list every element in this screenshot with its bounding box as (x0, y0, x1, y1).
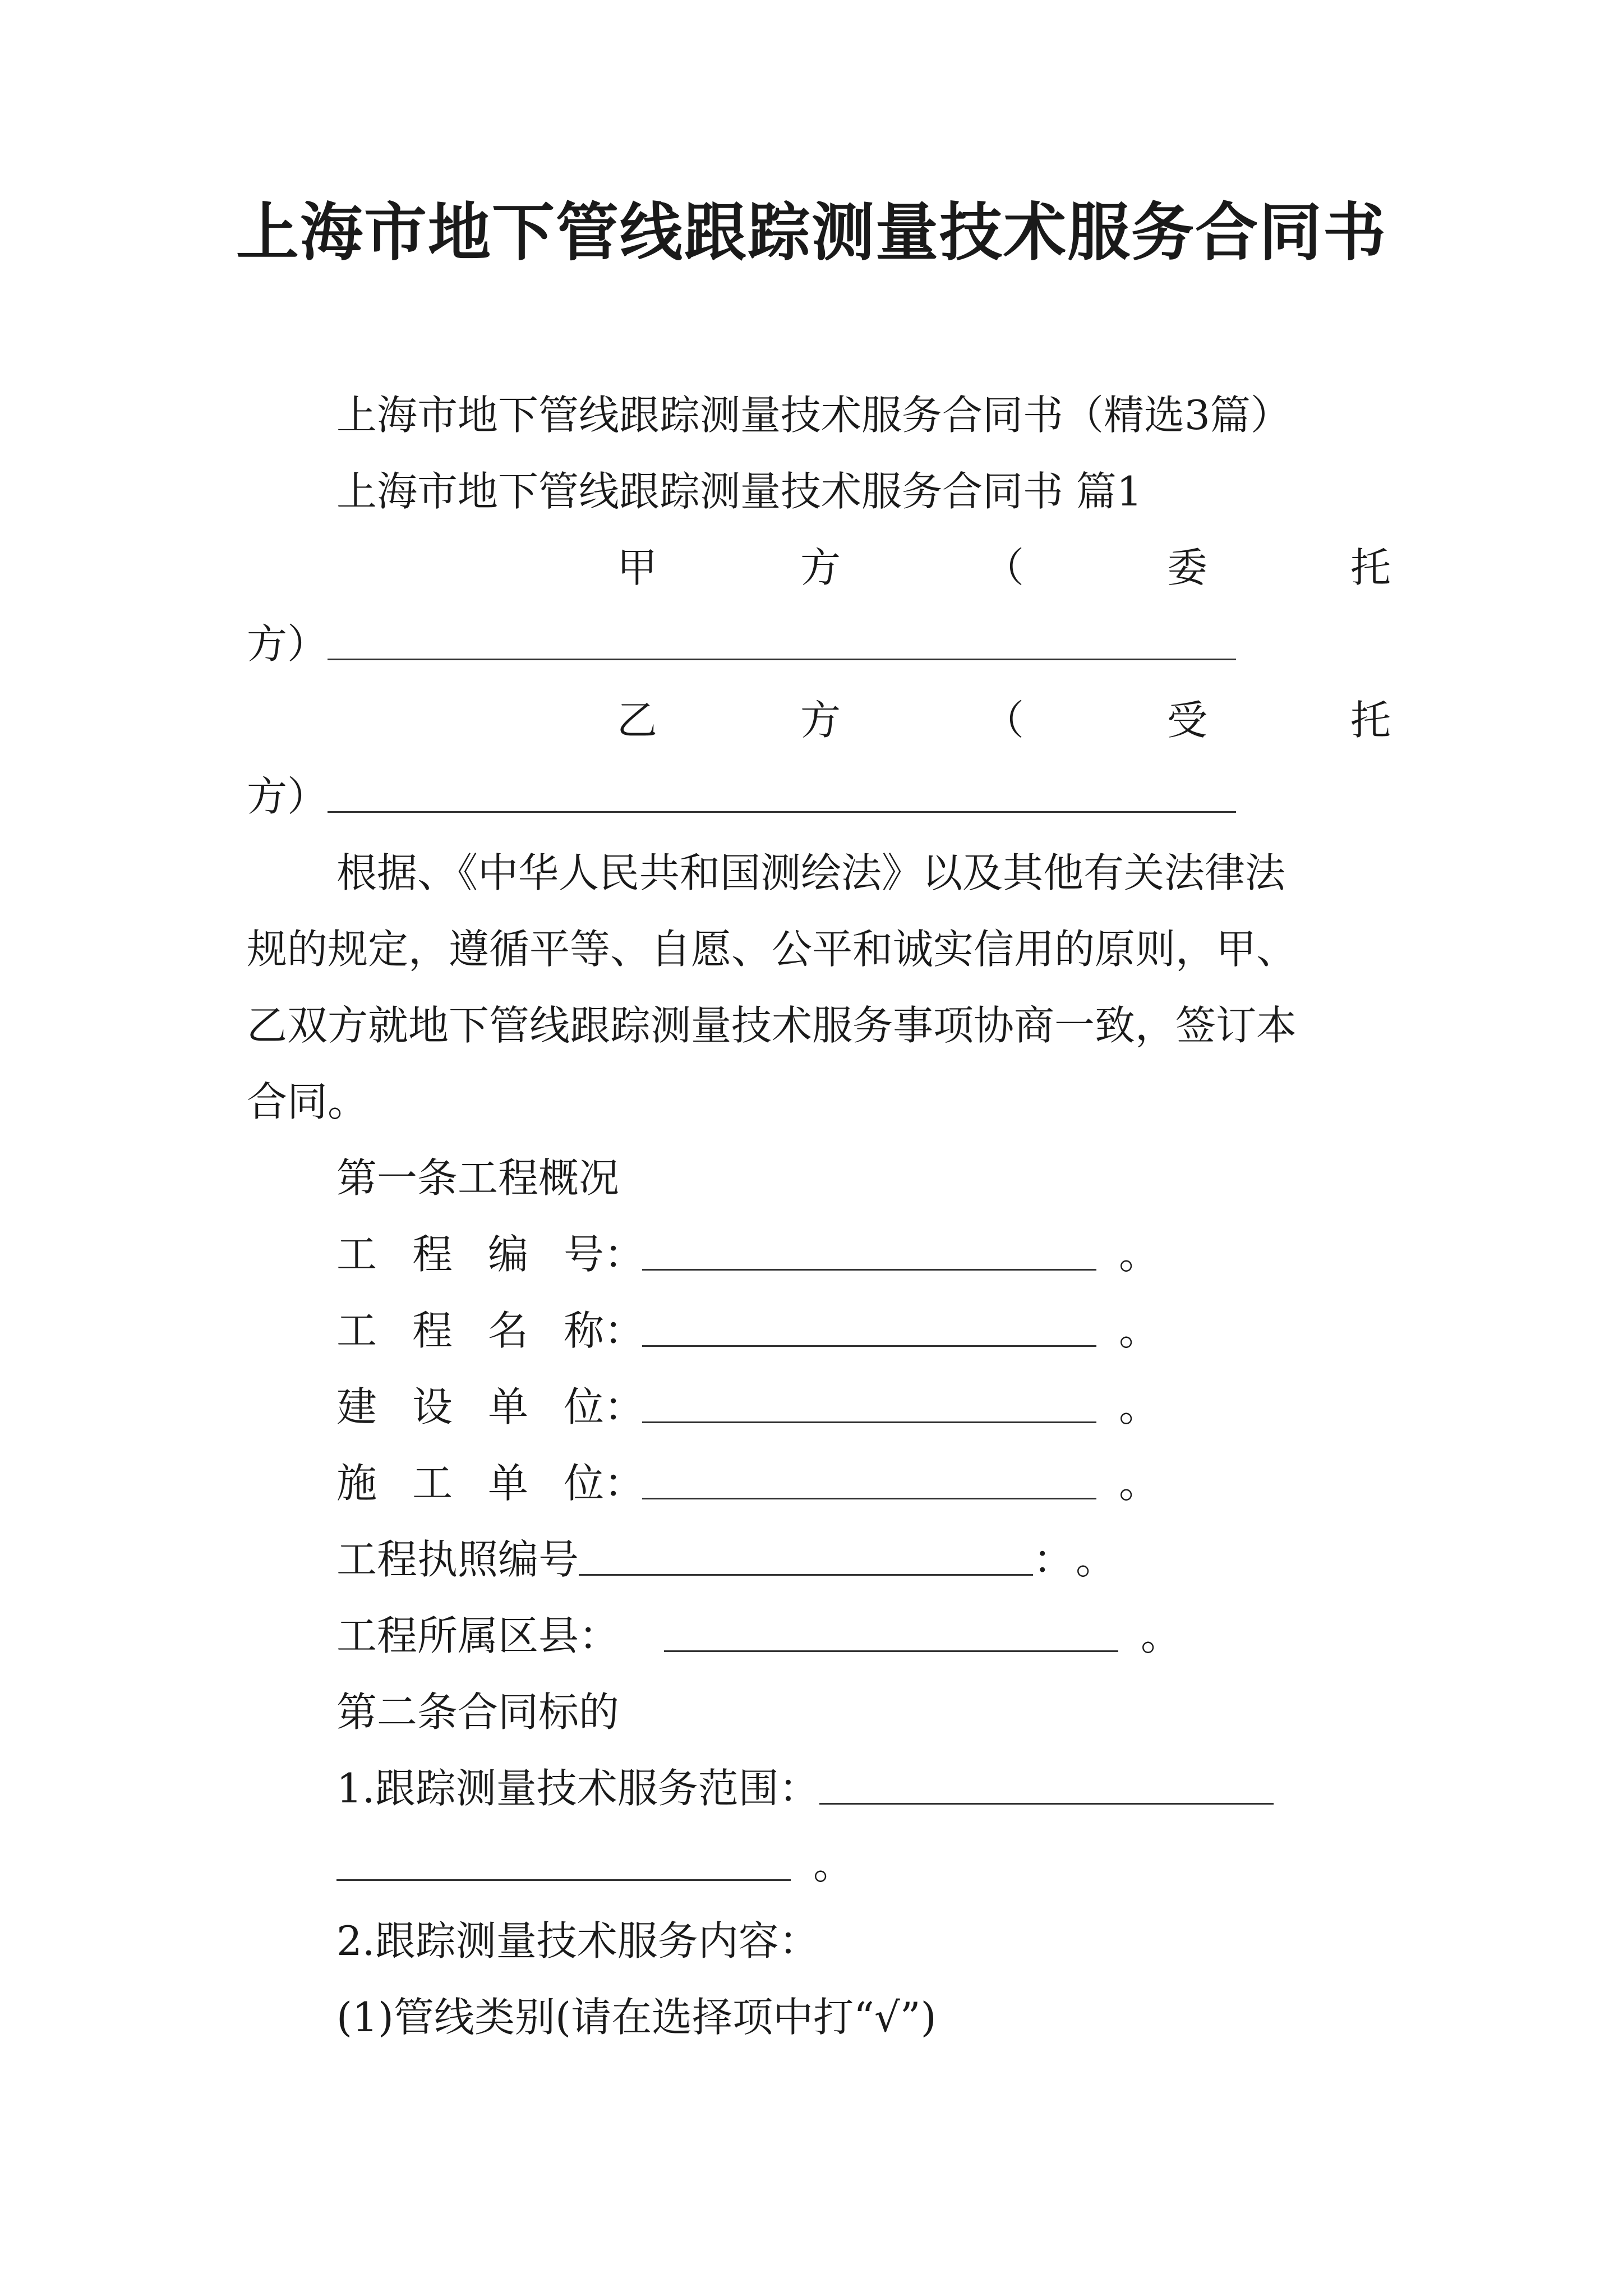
party-a-line (617, 540, 1391, 596)
project-number-blank[interactable] (642, 1226, 1096, 1271)
preamble-line: 规的规定，遵循平等、自愿、公平和诚实信用的原则，甲、 (247, 926, 1297, 973)
project-name-blank[interactable] (642, 1303, 1096, 1347)
service-scope-line (336, 1760, 1274, 1816)
field-label-char: 位： (564, 1383, 645, 1430)
district-label: 工程所属区县： (336, 1612, 620, 1659)
party-a-char: （ (983, 544, 1024, 591)
party-b-char: （ (983, 697, 1024, 744)
field-end-mark: 。 (1119, 1383, 1160, 1430)
party-b-name-line (247, 769, 1236, 825)
party-b-line (617, 692, 1391, 748)
field-license-number (336, 1531, 1116, 1588)
field-label-char: 编 (488, 1231, 529, 1278)
party-b-char: 乙 (617, 697, 658, 744)
field-label-char: 施 (336, 1460, 377, 1507)
preamble-line: 合同。 (247, 1078, 368, 1125)
license-label: 工程执照编号 (336, 1536, 579, 1583)
party-b-tail: 方） (247, 773, 328, 820)
party-b-char: 托 (1350, 697, 1391, 744)
preamble-line: 根据、《中华人民共和国测绘法》以及其他有关法律法 (336, 849, 1286, 896)
field-label-char: 名 (488, 1307, 529, 1354)
field-label-char: 单 (488, 1460, 529, 1507)
party-b-name-blank[interactable] (328, 769, 1236, 813)
preamble-line: 乙双方就地下管线跟踪测量技术服务事项协商一致，签订本 (247, 1002, 1297, 1049)
field-end-mark: 。 (1141, 1612, 1182, 1659)
section-2-heading: 第二条合同标的 (336, 1688, 620, 1736)
party-a-name-line (247, 616, 1236, 672)
district-blank[interactable] (664, 1608, 1118, 1652)
field-label-char: 称： (564, 1307, 645, 1354)
license-colon: ： (1033, 1536, 1054, 1583)
pipeline-category-label: (1)管线类别(请在选择项中打“√”) (336, 1994, 937, 2041)
field-end-mark: 。 (813, 1841, 854, 1888)
service-scope-blank-2[interactable] (336, 1837, 791, 1881)
field-district (336, 1608, 1181, 1664)
party-a-char: 委 (1166, 544, 1207, 591)
field-label-char: 工 (412, 1460, 453, 1507)
field-label-char: 程 (412, 1231, 453, 1278)
field-developer (336, 1379, 1159, 1435)
service-scope-continued (336, 1837, 854, 1893)
party-a-tail: 方） (247, 620, 328, 668)
document-subtitle: 上海市地下管线跟踪测量技术服务合同书（精选3篇） (336, 392, 1291, 439)
party-a-char: 托 (1350, 544, 1391, 591)
field-end-mark: 。 (1119, 1307, 1160, 1354)
service-content-label: 2.跟踪测量技术服务内容： (336, 1917, 819, 1964)
field-end-mark: 。 (1119, 1460, 1160, 1507)
field-label-char: 位： (564, 1460, 645, 1507)
article-heading: 上海市地下管线跟踪测量技术服务合同书 篇1 (336, 468, 1142, 515)
field-end-mark: 。 (1119, 1231, 1160, 1278)
party-a-name-blank[interactable] (328, 616, 1236, 660)
field-project-name (336, 1303, 1159, 1359)
section-1-heading: 第一条工程概况 (336, 1154, 620, 1202)
field-label-char: 建 (336, 1383, 377, 1430)
field-label-char: 程 (412, 1307, 453, 1354)
field-label-char: 工 (336, 1307, 377, 1354)
developer-blank[interactable] (642, 1379, 1096, 1423)
field-label-char: 工 (336, 1231, 377, 1278)
license-number-blank[interactable] (579, 1531, 1033, 1576)
party-a-char: 方 (800, 544, 841, 591)
contractor-blank[interactable] (642, 1455, 1096, 1499)
service-scope-label: 1.跟踪测量技术服务范围： (336, 1765, 819, 1812)
field-label-char: 单 (488, 1383, 529, 1430)
field-contractor (336, 1455, 1159, 1511)
service-scope-blank[interactable] (819, 1760, 1274, 1805)
field-project-number (336, 1226, 1159, 1282)
field-label-char: 号： (564, 1231, 645, 1278)
field-label-char: 设 (412, 1383, 453, 1430)
party-b-char: 受 (1166, 697, 1207, 744)
party-a-char: 甲 (617, 544, 658, 591)
field-end-mark: 。 (1076, 1536, 1117, 1583)
document-title: 上海市地下管线跟踪测量技术服务合同书 (236, 196, 1387, 269)
party-b-char: 方 (800, 697, 841, 744)
